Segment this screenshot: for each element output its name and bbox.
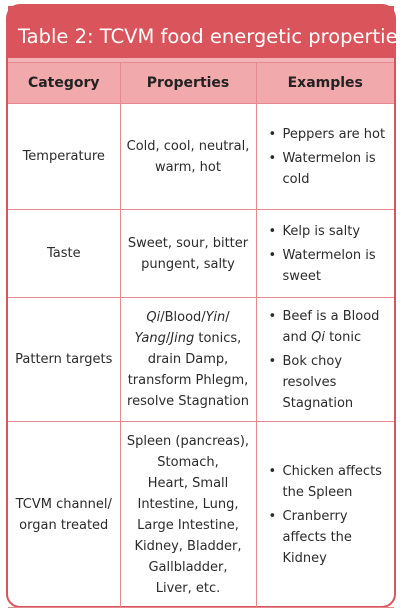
list-item: • Watermelon is sweet <box>267 245 389 287</box>
list-item: • Peppers are hot <box>267 124 389 145</box>
category-cell: Temperature <box>8 104 120 210</box>
table-title-text: Table 2: TCVM food energetic properties <box>18 25 408 48</box>
table-card <box>6 4 415 608</box>
table-row <box>8 210 394 298</box>
properties-cell: Spleen (pancreas), Stomach, Heart, Small Intestine, Lung, Large Intestine, Kidney, Bladder, Gallbladder, Liver, etc. <box>120 422 256 608</box>
list-item: • Kelp is salty <box>267 221 389 242</box>
table-row <box>8 298 394 422</box>
properties-cell: Qi/Blood/Yin/ Yang/Jing tonics, drain Damp, transform Phlegm, resolve Stagnation <box>120 298 256 422</box>
category-cell: Pattern targets <box>8 298 120 422</box>
header-category: Category <box>8 63 120 104</box>
category-cell: Taste <box>8 210 120 298</box>
category-cell: TCVM channel/ organ treated <box>8 422 120 608</box>
list-item: • Cranberry affects the Kidney <box>267 506 389 569</box>
examples-list <box>267 221 389 287</box>
header-examples: Examples <box>256 63 394 104</box>
examples-cell <box>256 104 394 210</box>
list-item: • Bok choy resolves Stagnation <box>267 351 389 414</box>
examples-list <box>267 306 389 414</box>
list-item: • Watermelon is cold <box>267 148 389 190</box>
header-row <box>8 63 394 104</box>
examples-cell <box>256 298 394 422</box>
examples-cell <box>256 422 394 608</box>
header-properties: Properties <box>120 63 256 104</box>
footnote-reference: 9 <box>407 25 415 38</box>
properties-cell: Sweet, sour, bitter pungent, salty <box>120 210 256 298</box>
properties-table <box>8 62 394 608</box>
properties-cell: Cold, cool, neutral, warm, hot <box>120 104 256 210</box>
table-row <box>8 104 394 210</box>
list-item: • Beef is a Blood and Qi tonic <box>267 306 389 348</box>
table-title <box>8 6 415 62</box>
examples-cell <box>256 210 394 298</box>
examples-list <box>267 124 389 190</box>
examples-list <box>267 461 389 569</box>
list-item: • Chicken affects the Spleen <box>267 461 389 503</box>
table-row <box>8 422 394 608</box>
